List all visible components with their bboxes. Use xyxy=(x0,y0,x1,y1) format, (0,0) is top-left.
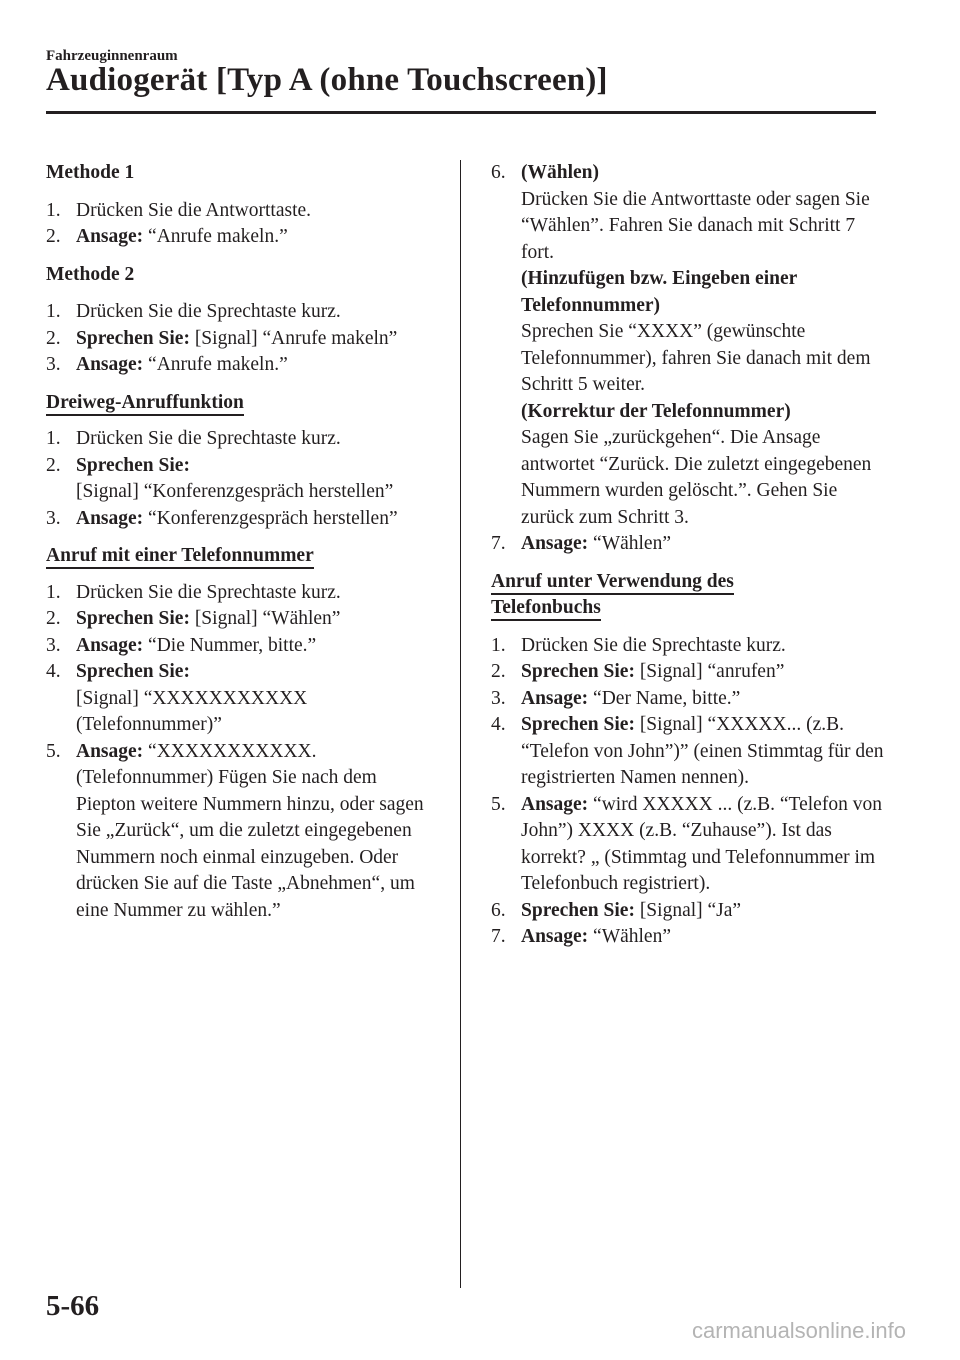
page-number: 5-66 xyxy=(46,1290,100,1322)
list-dreiweg xyxy=(46,426,441,532)
list-item: 2. Sprechen Sie: [Signal] “Wählen” xyxy=(46,608,341,629)
heading-anruf-telefonnummer: Anruf mit einer Telefonnummer xyxy=(46,543,441,570)
list-item: 1. Drücken Sie die Sprechtaste kurz. xyxy=(46,301,341,322)
right-column xyxy=(491,160,891,951)
paragraph: Drücken Sie die Antworttaste oder sagen Sie “Wählen”. Fahren Sie danach mit Schritt 7 fort. xyxy=(521,188,870,263)
list-item: 7. Ansage: “Wählen” xyxy=(491,533,671,554)
list-item: 5. Ansage: “wird XXXXX ... (z.B. “Telefon von John”) XXXX (z.B. “Zuhause”). Ist das korrekt? „ (Stimmtag und Telefonnummer im Telefonbuch registriert). xyxy=(491,793,882,894)
subheading-waehlen: (Wählen) xyxy=(521,162,599,183)
page-title: Audiogerät [Typ A (ohne Touchscreen)] xyxy=(46,62,608,98)
list-telefonnummer-continued xyxy=(491,160,891,558)
list-item: 1. Drücken Sie die Sprechtaste kurz. xyxy=(46,581,341,603)
list-item: 7. Ansage: “Wählen” xyxy=(491,926,671,947)
list-item: 4. Sprechen Sie: [Signal] “XXXXXXXXXXX (Telefonnummer)” xyxy=(46,661,308,735)
heading-methode-2: Methode 2 xyxy=(46,263,135,285)
subheading-korrektur: (Korrektur der Telefonnummer) xyxy=(521,400,791,422)
left-column xyxy=(46,160,441,924)
heading-anruf-telefonbuch: Anruf unter Verwendung des Telefonbuchs xyxy=(491,569,891,622)
list-methode-1 xyxy=(46,198,441,251)
list-item: 4. Sprechen Sie: [Signal] “XXXXX... (z.B. “Telefon von John”)” (einen Stimmtag für den registrierten Namen nennen). xyxy=(491,714,884,788)
list-item: 2. Ansage: “Anrufe makeln.” xyxy=(46,226,288,247)
list-item: 2. Sprechen Sie: [Signal] “anrufen” xyxy=(491,661,785,682)
list-item: 3. Ansage: “Der Name, bitte.” xyxy=(491,687,741,709)
list-item: 2. Sprechen Sie: [Signal] “Anrufe makeln” xyxy=(46,327,398,349)
list-item: 1. Drücken Sie die Sprechtaste kurz. xyxy=(46,428,341,449)
heading-dreiweg-anruffunktion: Dreiweg-Anruffunktion xyxy=(46,390,441,417)
subheading-hinzufuegen: (Hinzufügen bzw. Eingeben einer Telefonnummer) xyxy=(521,268,797,316)
paragraph: Sagen Sie „zurückgehen“. Die Ansage antwortet “Zurück. Die zuletzt eingegebenen Nummern wurden gelöscht.”. Gehen Sie zurück zum Schritt 3. xyxy=(521,427,872,528)
list-item: 2. Sprechen Sie: [Signal] “Konferenzgespräch herstellen” xyxy=(46,454,394,502)
list-item: 6. Sprechen Sie: [Signal] “Ja” xyxy=(491,899,742,921)
watermark: carmanualsonline.info xyxy=(691,1318,906,1343)
list-item: 6. (Wählen) Drücken Sie die Antworttaste oder sagen Sie “Wählen”. Fahren Sie danach mit Schritt 7 fort. (Hinzufügen bzw. Eingeben einer Telefonnummer) Sprechen Sie “XXXX” (gewünschte Telefonnummer), fahren Sie danach mit dem Schritt 5 weiter. (Korrektur der Telefonnummer) Sagen Sie „zurückgehen“. Die Ansage antwortet “Zurück. Die zuletzt eingegebenen Nummern wurden gelöscht.”. Gehen Sie zurück zum Schritt 3. xyxy=(491,160,891,531)
paragraph: Sprechen Sie “XXXX” (gewünschte Telefonnummer), fahren Sie danach mit dem Schritt 5 weiter. xyxy=(521,321,871,395)
heading-methode-1: Methode 1 xyxy=(46,162,135,183)
list-item: 3. Ansage: “Anrufe makeln.” xyxy=(46,354,288,375)
list-item: 3. Ansage: “Die Nummer, bitte.” xyxy=(46,634,317,656)
column-divider xyxy=(460,160,461,1288)
list-methode-2 xyxy=(46,299,441,379)
list-item: 5. Ansage: “XXXXXXXXXXX. (Telefonnummer) Fügen Sie nach dem Piepton weitere Nummern hinzu, oder sagen Sie „Zurück“, um die zuletzt eingegebenen Nummern noch einmal einzugeben. Oder drücken Sie auf die Taste „Abnehmen“, um eine Nummer zu wählen.” xyxy=(46,740,424,921)
title-rule xyxy=(46,111,876,114)
section-label: Fahrzeuginnenraum xyxy=(46,48,178,64)
list-telefonnummer xyxy=(46,580,441,925)
list-telefonbuch xyxy=(491,633,891,951)
list-item: 1. Drücken Sie die Sprechtaste kurz. xyxy=(491,634,786,656)
list-item: 3. Ansage: “Konferenzgespräch herstellen” xyxy=(46,507,398,529)
list-item: 1. Drücken Sie die Antworttaste. xyxy=(46,199,312,221)
